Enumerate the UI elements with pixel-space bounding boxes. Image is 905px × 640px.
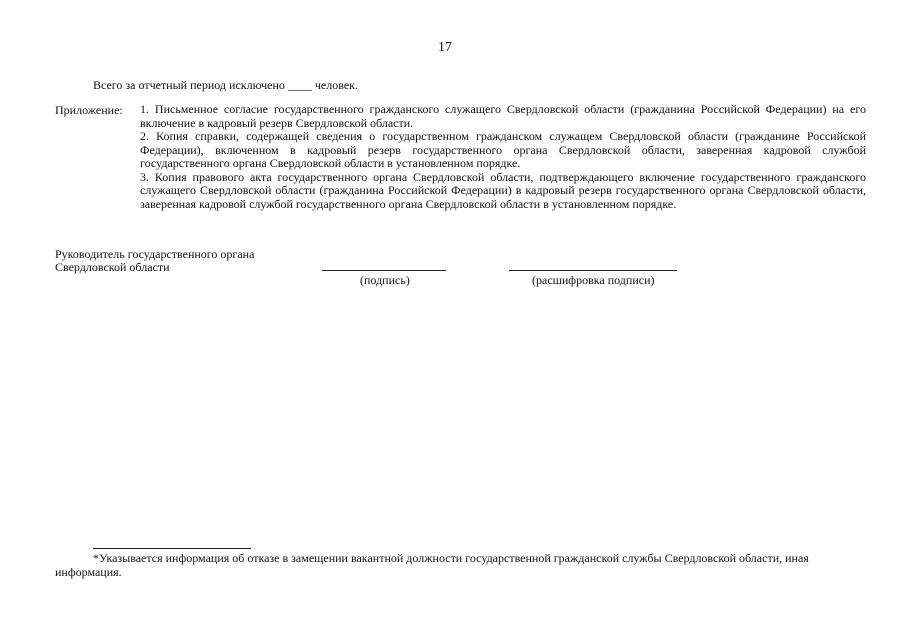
appendix-item-3: 3. Копия правового акта государственного органа Свердловской области, подтверждающего включение государственного гражданского служащего Свердловской области (гражданина Российской Федерации) в кадровый резерв государственного органа Свердловской области, заверенная кадровой службой государственного органа Свердловской области в установленном порядке. [140,169,866,211]
footnote-divider [93,548,251,549]
signatory-title-line-2: Свердловской области [55,260,170,274]
signatory-title-line-1: Руководитель государственного органа [55,247,255,261]
appendix-item-2: 2. Копия справки, содержащей сведения о государственном гражданском служащем Свердловской области (гражданине Российской Федерации), включенном в кадровый резерв государственного органа Свердловской области, заверенная кадровой службой государственного органа Свердловской области в установленном порядке. [140,129,866,170]
signature-line [322,270,446,271]
signatory-title [55,248,254,274]
signature-transcript-line [509,270,677,271]
total-excluded-line: Всего за отчетный период исключено ____ человек. [93,78,358,92]
signature-transcript-caption: (расшифровка подписи) [532,273,655,287]
appendix-list [140,103,866,211]
signature-caption: (подпись) [360,273,410,287]
appendix-item-1: 1. Письменное согласие государственного гражданского служащего Свердловской области (гражданина Российской Федерации) на его включение в кадровый резерв Свердловской области. [140,102,866,130]
footnote-text: *Указывается информация об отказе в замещении вакантной должности государственной гражданской службы Свердловской области, иная информация. [55,551,809,579]
appendix-label: Приложение: [55,103,123,117]
page-number: 17 [438,40,452,55]
